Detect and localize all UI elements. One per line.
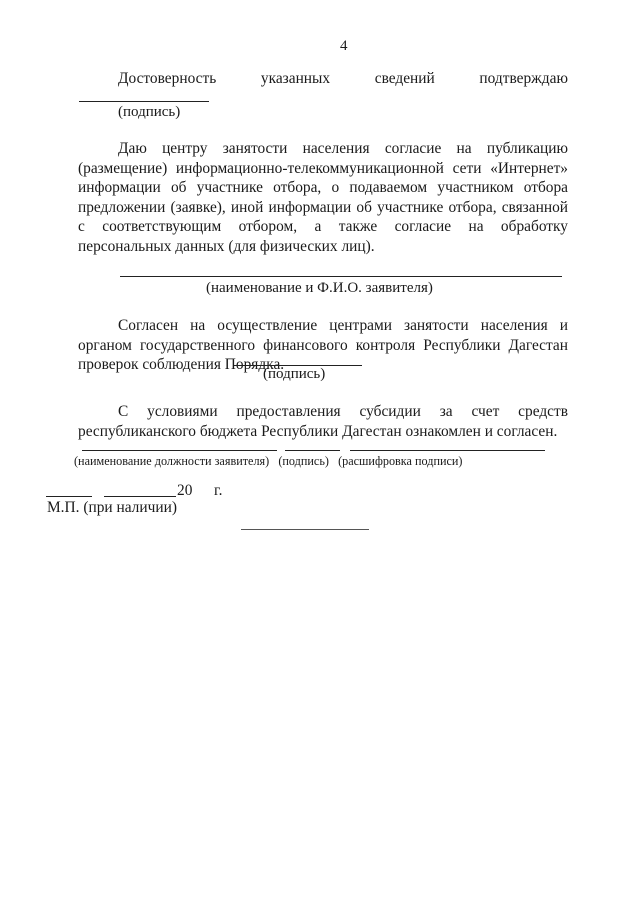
checks-signature-caption: (подпись) [263, 366, 326, 382]
confirmation-word: Достоверность [118, 70, 217, 87]
date-year-prefix: 20 [177, 482, 193, 499]
signature-decoding-line [350, 450, 545, 451]
applicant-position-line [82, 450, 277, 451]
conditions-paragraph [78, 402, 568, 441]
date-year-suffix: г. [214, 482, 223, 499]
signature-caption: (подпись) [118, 104, 181, 120]
confirmation-word: сведений [374, 70, 435, 87]
stamp-note: М.П. (при наличии) [47, 499, 177, 516]
applicant-name-line [120, 276, 562, 277]
conditions-text: С условиями предоставления субсидии за счет средств республиканского бюджета Республики Дагестан ознакомлен и согласен. [78, 403, 568, 440]
applicant-signature-line [285, 450, 340, 451]
date-day-line [46, 496, 92, 497]
confirmation-line [118, 70, 568, 88]
publication-consent-text: Даю центру занятости населения согласие на публикацию (размещение) информационно-телекоммуникационной сети «Интернет» информации об участнике отбора, о подаваемом участником отбора предложении (заявке), иной информации об участнике отбора, связанной с соответствующим отбором, а также согласие на обработку персональных данных (для физических лиц). [78, 140, 568, 255]
page-number: 4 [340, 38, 348, 54]
confirmation-word: подтверждаю [479, 70, 568, 87]
checks-consent-text: Согласен на осуществление центрами занятости населения и органом государственного финансового контроля Республики Дагестан проверок соблюдения Порядка. [78, 317, 568, 374]
date-month-line [104, 496, 176, 497]
applicant-name-caption: (наименование и Ф.И.О. заявителя) [206, 280, 433, 296]
confirmation-word: указанных [260, 70, 331, 87]
signature-line [79, 101, 209, 102]
signature-block-caption: (наименование должности заявителя) (подпись) (расшифровка подписи) [74, 454, 463, 468]
publication-consent-paragraph [78, 139, 568, 257]
stamp-signature-line [241, 529, 369, 530]
